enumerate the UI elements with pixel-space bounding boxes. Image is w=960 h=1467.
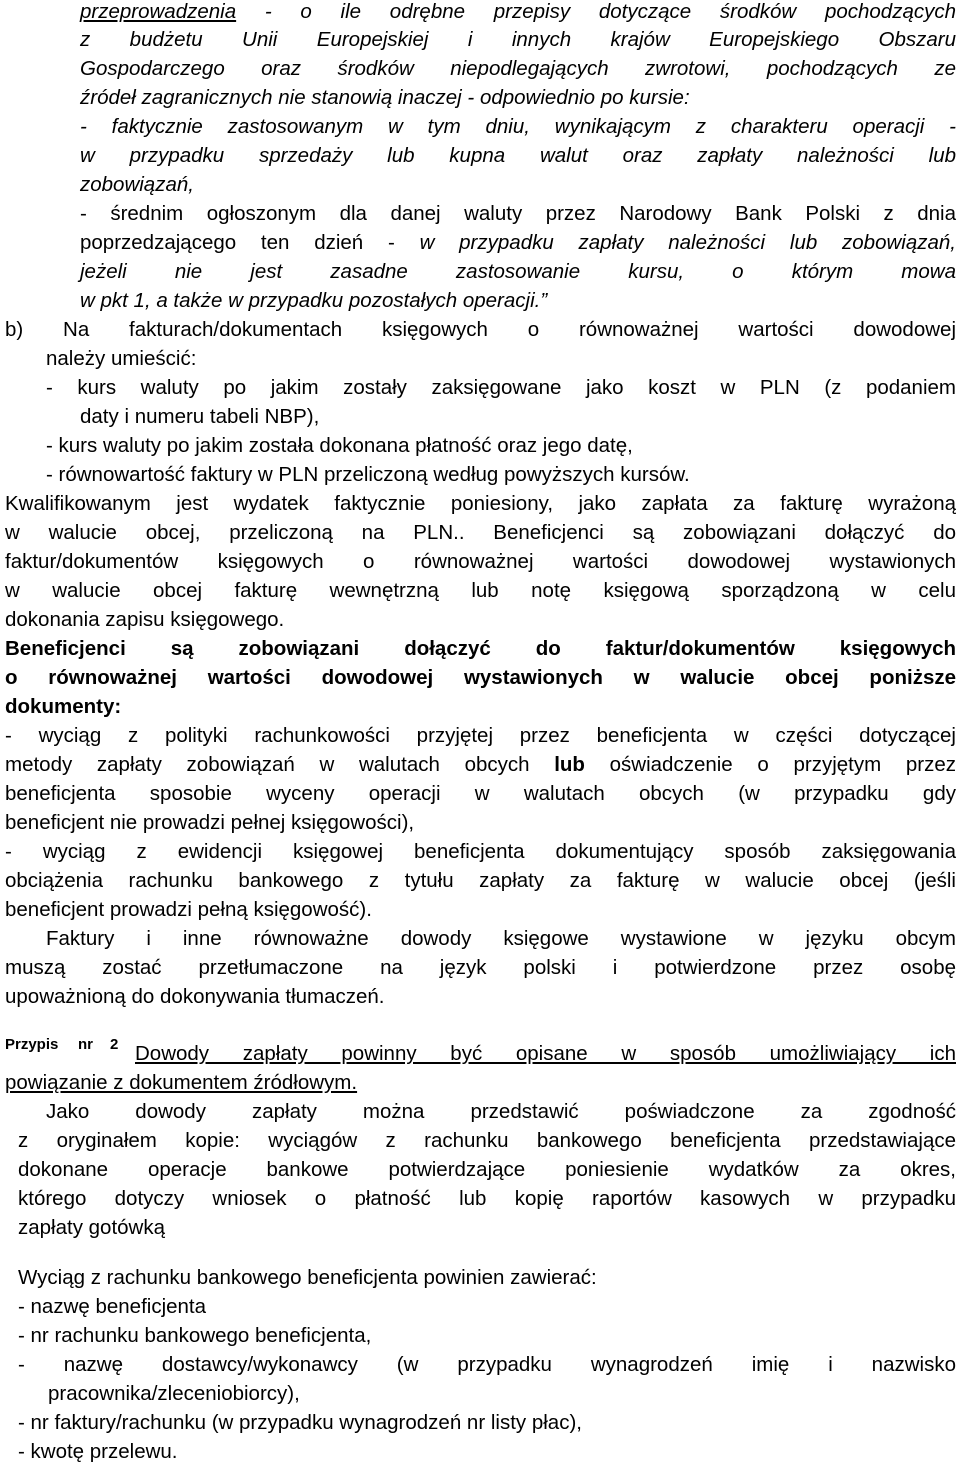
section-b-item-3: - równowartość faktury w PLN przeliczoną według powyższych kursów.	[46, 463, 690, 486]
bold-line-1: Beneficjenci są zobowiązani dołączyć do faktur/dokumentów księgowych	[5, 637, 956, 660]
section-b-item-2: - kurs waluty po jakim została dokonana płatność oraz jego datę,	[46, 434, 633, 457]
rates-line-5: - faktycznie zastosowanym w tym dniu, wynikającym z charakteru operacji -	[80, 115, 956, 138]
statement-intro: Wyciąg z rachunku bankowego beneficjenta powinien zawierać:	[18, 1266, 597, 1289]
qualified-line-3: faktur/dokumentów księgowych o równoważnej wartości dowodowej wystawionych	[5, 550, 956, 573]
note-line-2: powiązanie z dokumentem źródłowym.	[5, 1071, 358, 1094]
section-b-intro-1: b) Na fakturach/dokumentach księgowych o równoważnej wartości dowodowej	[5, 318, 956, 341]
qualified-line-5: dokonania zapisu księgowego.	[5, 608, 285, 631]
proof-line-5: zapłaty gotówką	[18, 1216, 166, 1239]
qualified-line-1: Kwalifikowanym jest wydatek faktycznie poniesiony, jako zapłata za fakturę wyrażoną	[5, 492, 956, 515]
statement-item-2: - nr rachunku bankowego beneficjenta,	[18, 1324, 372, 1347]
avg-rate-line-2-italic: w przypadku zapłaty należności lub zobowiązań,	[419, 231, 956, 254]
rates-line-3: Gospodarczego oraz środków niepodlegających zwrotowi, pochodzących ze	[80, 57, 956, 80]
docs-a-line-3: beneficjenta sposobie wyceny operacji w walutach obcych (w przypadku gdy	[5, 782, 956, 805]
bold-line-3: dokumenty:	[5, 695, 122, 718]
docs-b-line-2: obciążenia rachunku bankowego z tytułu zapłaty za fakturę w walucie obcej (jeśli	[5, 869, 956, 892]
bold-line-2: o równoważnej wartości dowodowej wystawionych w walucie obcej poniższe	[5, 666, 956, 689]
docs-a-line-1: - wyciąg z polityki rachunkowości przyjętej przez beneficjenta w części dotyczącej	[5, 724, 956, 747]
section-b-intro-2: należy umieścić:	[46, 347, 197, 370]
docs-a-line-2-after: oświadczenie o przyjętym przez	[584, 753, 956, 776]
docs-b-line-3: beneficjent prowadzi pełną księgowość).	[5, 898, 372, 921]
rates-line-6: w przypadku sprzedaży lub kupna walut oraz zapłaty należności lub	[80, 144, 956, 167]
proof-line-2: z oryginałem kopie: wyciągów z rachunku bankowego beneficjenta przedstawiające	[18, 1129, 956, 1152]
translation-line-2: muszą zostać przetłumaczone na język polski i potwierdzone przez osobę	[5, 956, 956, 979]
note-label-number: 2	[110, 1036, 119, 1053]
translation-line-1: Faktury i inne równoważne dowody księgowe wystawione w języku obcym	[46, 927, 956, 950]
note-label-przypis: Przypis	[5, 1036, 59, 1053]
docs-a-line-2-before: metody zapłaty zobowiązań w walutach obcych	[5, 753, 555, 776]
proof-line-3: dokonane operacje bankowe potwierdzające poniesienie wydatków za okres,	[18, 1158, 956, 1181]
qualified-line-4: w walucie obcej fakturę wewnętrzną lub notę księgową sporządzoną w celu	[5, 579, 956, 602]
avg-rate-line-3: jeżeli nie jest zasadne zastosowanie kursu, o którym mowa	[80, 260, 956, 283]
section-b-item-1b: daty i numeru tabeli NBP),	[80, 405, 320, 428]
rates-line-1-text: - o ile odrębne przepisy dotyczące środków pochodzących	[236, 0, 956, 23]
qualified-line-2: w walucie obcej, przeliczoną na PLN.. Beneficjenci są zobowiązani dołączyć do	[5, 521, 956, 544]
statement-item-5: - kwotę przelewu.	[18, 1440, 178, 1463]
note-label-nr: nr	[78, 1036, 93, 1053]
docs-a-line-2	[5, 752, 956, 780]
docs-a-line-4: beneficjent nie prowadzi pełnej księgowości),	[5, 811, 415, 834]
translation-line-3: upoważnioną do dokonywania tłumaczeń.	[5, 985, 385, 1008]
statement-item-3b: pracownika/zleceniobiorcy),	[48, 1382, 300, 1405]
docs-a-line-2-bold: lub	[554, 753, 585, 776]
note-line-1: Dowody zapłaty powinny być opisane w sposób umożliwiający ich	[135, 1042, 956, 1065]
proof-line-4: którego dotyczy wniosek o płatność lub kopię raportów kasowych w przypadku	[18, 1187, 956, 1210]
avg-rate-line-4: w pkt 1, a także w przypadku pozostałych operacji.”	[80, 289, 548, 312]
rates-line-7: zobowiązań,	[80, 173, 194, 196]
rates-lead-word: przeprowadzenia	[80, 0, 237, 23]
proof-line-1: Jako dowody zapłaty można przedstawić poświadczone za zgodność	[46, 1100, 956, 1123]
rates-line-4: źródeł zagranicznych nie stanowią inaczej - odpowiednio po kursie:	[80, 86, 690, 109]
avg-rate-line-2-normal: poprzedzającego ten dzień -	[80, 231, 420, 254]
docs-b-line-1: - wyciąg z ewidencji księgowej beneficjenta dokumentujący sposób zaksięgowania	[5, 840, 956, 863]
avg-rate-line-1: - średnim ogłoszonym dla danej waluty przez Narodowy Bank Polski z dnia	[80, 202, 956, 225]
rates-line-2: z budżetu Unii Europejskiej i innych krajów Europejskiego Obszaru	[80, 28, 956, 51]
avg-rate-line-2	[80, 230, 956, 258]
section-b-item-1a: - kurs waluty po jakim zostały zaksięgowane jako koszt w PLN (z podaniem	[46, 376, 956, 399]
statement-item-1: - nazwę beneficjenta	[18, 1295, 207, 1318]
statement-item-3a: - nazwę dostawcy/wykonawcy (w przypadku wynagrodzeń imię i nazwisko	[18, 1353, 956, 1376]
rates-line-1	[80, 0, 956, 27]
statement-item-4: - nr faktury/rachunku (w przypadku wynagrodzeń nr listy płac),	[18, 1411, 582, 1434]
